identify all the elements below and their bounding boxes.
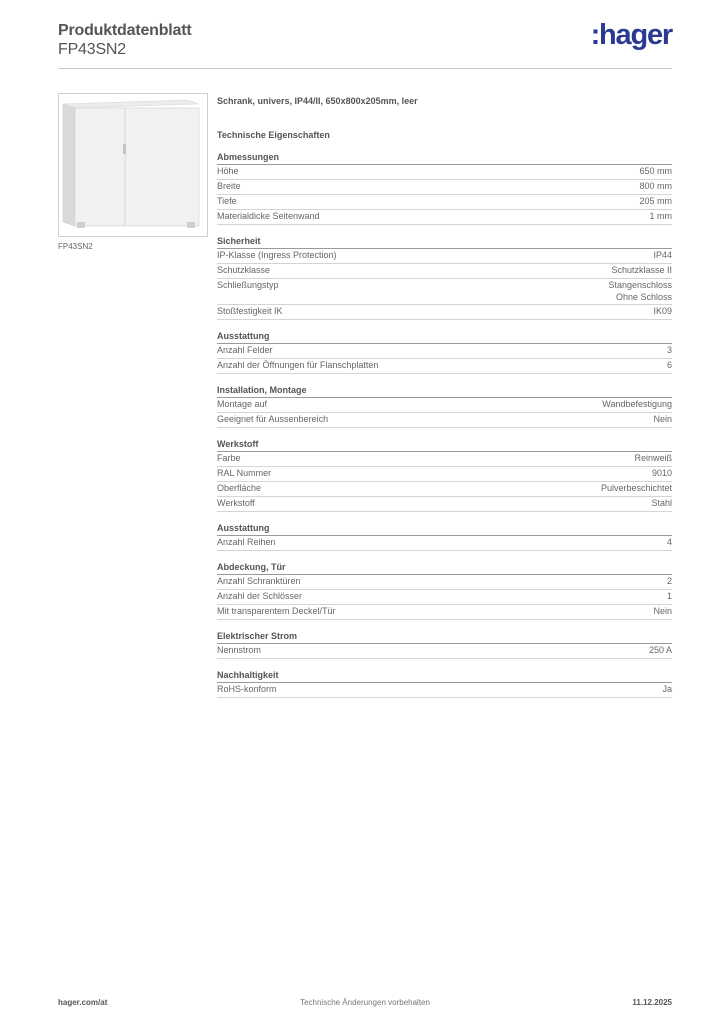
property-row (217, 467, 672, 482)
property-row (217, 575, 672, 590)
property-value: 1 (666, 591, 672, 601)
property-value: 6 (666, 360, 672, 370)
property-row (217, 195, 672, 210)
property-row (217, 590, 672, 605)
document-title: Produktdatenblatt (58, 22, 192, 39)
property-label: Anzahl Reihen (217, 537, 276, 547)
property-value: Nein (653, 414, 672, 424)
property-row (217, 180, 672, 195)
property-row (217, 249, 672, 264)
section-title: Sicherheit (217, 235, 672, 249)
property-row (217, 683, 672, 698)
property-value: 1 mm (649, 211, 672, 221)
property-row (217, 644, 672, 659)
property-value: Wandbefestigung (602, 399, 672, 409)
section (217, 384, 672, 428)
section-title: Nachhaltigkeit (217, 669, 672, 683)
section (217, 330, 672, 374)
property-label: Anzahl der Öffnungen für Flanschplatten (217, 360, 379, 370)
footer-date: 11.12.2025 (632, 998, 672, 1007)
header-divider (58, 68, 672, 69)
property-value: Nein (653, 606, 672, 616)
property-label: IP-Klasse (Ingress Protection) (217, 250, 337, 260)
cabinet-illustration (59, 94, 207, 236)
property-label: Anzahl Schranktüren (217, 576, 301, 586)
section-title: Abdeckung, Tür (217, 561, 672, 575)
property-label: Schließungstyp (217, 280, 279, 290)
hager-logo: :hager (590, 19, 672, 51)
property-label: Stoßfestigkeit IK (217, 306, 283, 316)
property-value: Ja (662, 684, 672, 694)
section-title: Ausstattung (217, 522, 672, 536)
property-value: Stahl (651, 498, 672, 508)
image-caption: FP43SN2 (58, 242, 93, 251)
property-label: Montage auf (217, 399, 268, 409)
section (217, 235, 672, 320)
section-title: Elektrischer Strom (217, 630, 672, 644)
property-row (217, 359, 672, 374)
property-label: Breite (217, 181, 241, 191)
properties-list (217, 151, 672, 698)
product-image (58, 93, 208, 237)
section (217, 669, 672, 698)
section-title: Werkstoff (217, 438, 672, 452)
section (217, 522, 672, 551)
section (217, 151, 672, 225)
property-value: 4 (666, 537, 672, 547)
property-value: Reinweiß (634, 453, 672, 463)
property-row (217, 165, 672, 180)
property-row (217, 482, 672, 497)
property-row (217, 497, 672, 512)
property-value: IP44 (653, 250, 672, 260)
property-value: 2 (666, 576, 672, 586)
property-row (217, 398, 672, 413)
property-label: Werkstoff (217, 498, 255, 508)
property-label: Nennstrom (217, 645, 262, 655)
datasheet-content (217, 95, 672, 708)
property-label: Mit transparentem Deckel/Tür (217, 606, 336, 616)
property-label: Anzahl Felder (217, 345, 273, 355)
property-row (217, 605, 672, 620)
product-code: FP43SN2 (58, 41, 126, 58)
property-value: 650 mm (639, 166, 672, 176)
property-label: Materialdicke Seitenwand (217, 211, 320, 221)
property-value: 3 (666, 345, 672, 355)
property-label: Tiefe (217, 196, 237, 206)
page-header (58, 20, 672, 70)
property-value: IK09 (653, 306, 672, 316)
property-row (217, 413, 672, 428)
property-row (217, 264, 672, 279)
property-row (217, 536, 672, 551)
property-value: 205 mm (639, 196, 672, 206)
property-value: 800 mm (639, 181, 672, 191)
property-label: Schutzklasse (217, 265, 271, 275)
properties-heading: Technische Eigenschaften (217, 130, 330, 140)
property-label: Höhe (217, 166, 239, 176)
footer-website[interactable]: hager.com/at (58, 998, 108, 1007)
property-label: Geeignet für Aussenbereich (217, 414, 329, 424)
property-row (217, 305, 672, 320)
property-label: RoHS-konform (217, 684, 277, 694)
section (217, 438, 672, 512)
property-label: Oberfläche (217, 483, 262, 493)
section-title: Ausstattung (217, 330, 672, 344)
property-value: Schutzklasse II (611, 265, 672, 275)
property-label: Anzahl der Schlösser (217, 591, 303, 601)
property-value: Stangenschloss Ohne Schloss (608, 280, 672, 302)
property-value: 9010 (651, 468, 672, 478)
property-label: RAL Nummer (217, 468, 272, 478)
property-value: Pulverbeschichtet (600, 483, 672, 493)
property-row (217, 452, 672, 467)
section (217, 630, 672, 659)
section-title: Abmessungen (217, 151, 672, 165)
property-row (217, 210, 672, 225)
property-row (217, 344, 672, 359)
property-row (217, 279, 672, 305)
section (217, 561, 672, 620)
section-title: Installation, Montage (217, 384, 672, 398)
product-description: Schrank, univers, IP44/II, 650x800x205mm, leer (217, 96, 418, 106)
property-label: Farbe (217, 453, 241, 463)
footer-notice: Technische Änderungen vorbehalten (300, 998, 430, 1007)
property-value: 250 A (648, 645, 672, 655)
